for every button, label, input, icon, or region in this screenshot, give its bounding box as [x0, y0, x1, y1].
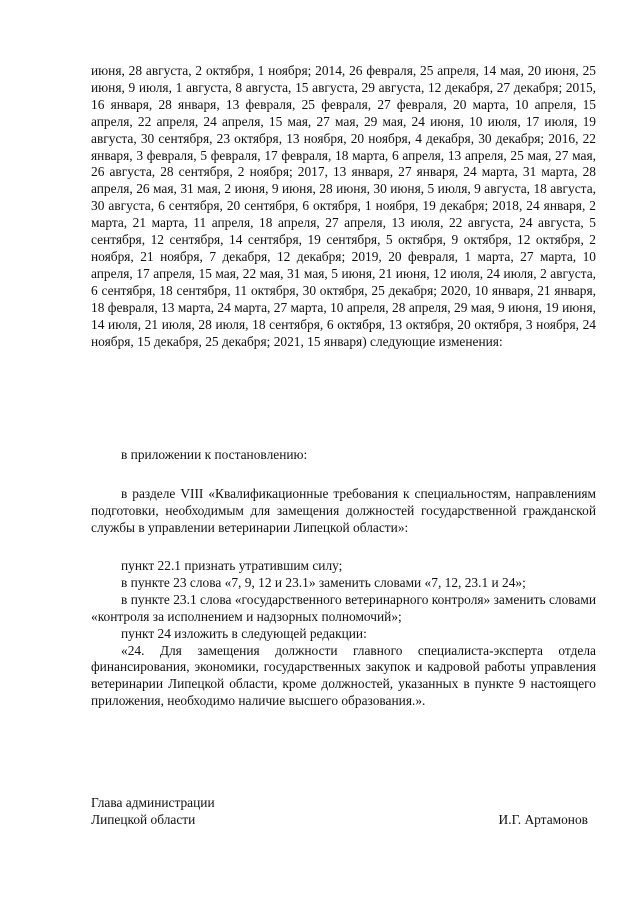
- signatory-name: И.Г. Артамонов: [498, 812, 588, 827]
- signatory-position-line2: Липецкой области: [91, 812, 196, 827]
- amendment-list: [91, 558, 596, 710]
- appendix-heading: в приложении к постановлению:: [121, 447, 308, 462]
- section-paragraph: в разделе VIII «Квалификационные требования к специальностям, направлениям подготовки, необходимым для замещения должностей государственной гражданской службы в управлении ветеринарии Липецкой области»:: [91, 486, 596, 535]
- signatory-position-line1: Глава администрации: [91, 795, 215, 810]
- amendment-item: «24. Для замещения должности главного специалиста-эксперта отдела финансирования, экономики, государственных закупок и кадровой работы управления ветеринарии Липецкой области, кроме должностей, указанных в пункте 9 настоящего приложения, необходимо наличие высшего образования.».: [91, 642, 596, 709]
- intro-paragraph: июня, 28 августа, 2 октября, 1 ноября; 2014, 26 февраля, 25 апреля, 14 мая, 20 июня, 25 июня, 9 июля, 1 августа, 8 августа, 15 августа, 29 августа, 12 декабря, 27 декабря; 2015, 16 января, 28 января, 13 февраля, 25 февраля, 27 февраля, 20 марта, 10 апреля, 15 апреля, 22 апреля, 24 апреля, 15 мая, 27 мая, 29 мая, 24 июня, 10 июля, 17 июля, 19 августа, 30 сентября, 23 октября, 13 ноября, 20 ноября, 4 декабря, 30 декабря; 2016, 22 января, 3 февраля, 5 февраля, 17 февраля, 18 марта, 6 апреля, 13 апреля, 25 мая, 27 мая, 26 августа, 28 сентября, 2 ноября; 2017, 13 января, 27 января, 24 марта, 31 марта, 28 апреля, 26 мая, 31 мая, 2 июня, 9 июня, 28 июня, 30 июня, 5 июля, 9 августа, 18 августа, 30 августа, 6 сентября, 20 сентября, 6 октября, 1 ноября, 19 декабря; 2018, 24 января, 2 марта, 21 марта, 11 апреля, 18 апреля, 27 апреля, 13 июля, 22 августа, 24 августа, 5 сентября, 12 сентября, 14 сентября, 19 сентября, 5 октября, 9 октября, 12 октября, 2 ноября, 21 ноября, 7 декабря, 12 декабря; 2019, 20 февраля, 1 марта, 27 марта, 10 апреля, 17 апреля, 15 мая, 22 мая, 31 мая, 5 июня, 21 июня, 12 июля, 24 июля, 2 августа, 6 сентября, 18 сентября, 11 октября, 30 октября, 25 декабря; 2020, 10 января, 21 января, 18 февраля, 13 марта, 24 марта, 27 марта, 10 апреля, 28 апреля, 29 мая, 9 июня, 19 июня, 14 июля, 21 июля, 28 июля, 18 сентября, 6 октября, 13 октября, 20 октября, 3 ноября, 24 ноября, 15 декабря, 25 декабря; 2021, 15 января) следующие изменения:: [91, 63, 596, 349]
- signature-row: [91, 811, 596, 828]
- amendment-item: пункт 22.1 признать утратившим силу;: [121, 558, 343, 573]
- amendment-item: в пункте 23.1 слова «государственного ветеринарного контроля» заменить словами «контроля за исполнением и надзорных полномочий»;: [91, 591, 596, 624]
- signature-block: [91, 794, 596, 828]
- amendment-item: в пункте 23 слова «7, 9, 12 и 23.1» заменить словами «7, 12, 23.1 и 24»;: [121, 574, 526, 590]
- amendment-item: пункт 24 изложить в следующей редакции:: [121, 625, 367, 641]
